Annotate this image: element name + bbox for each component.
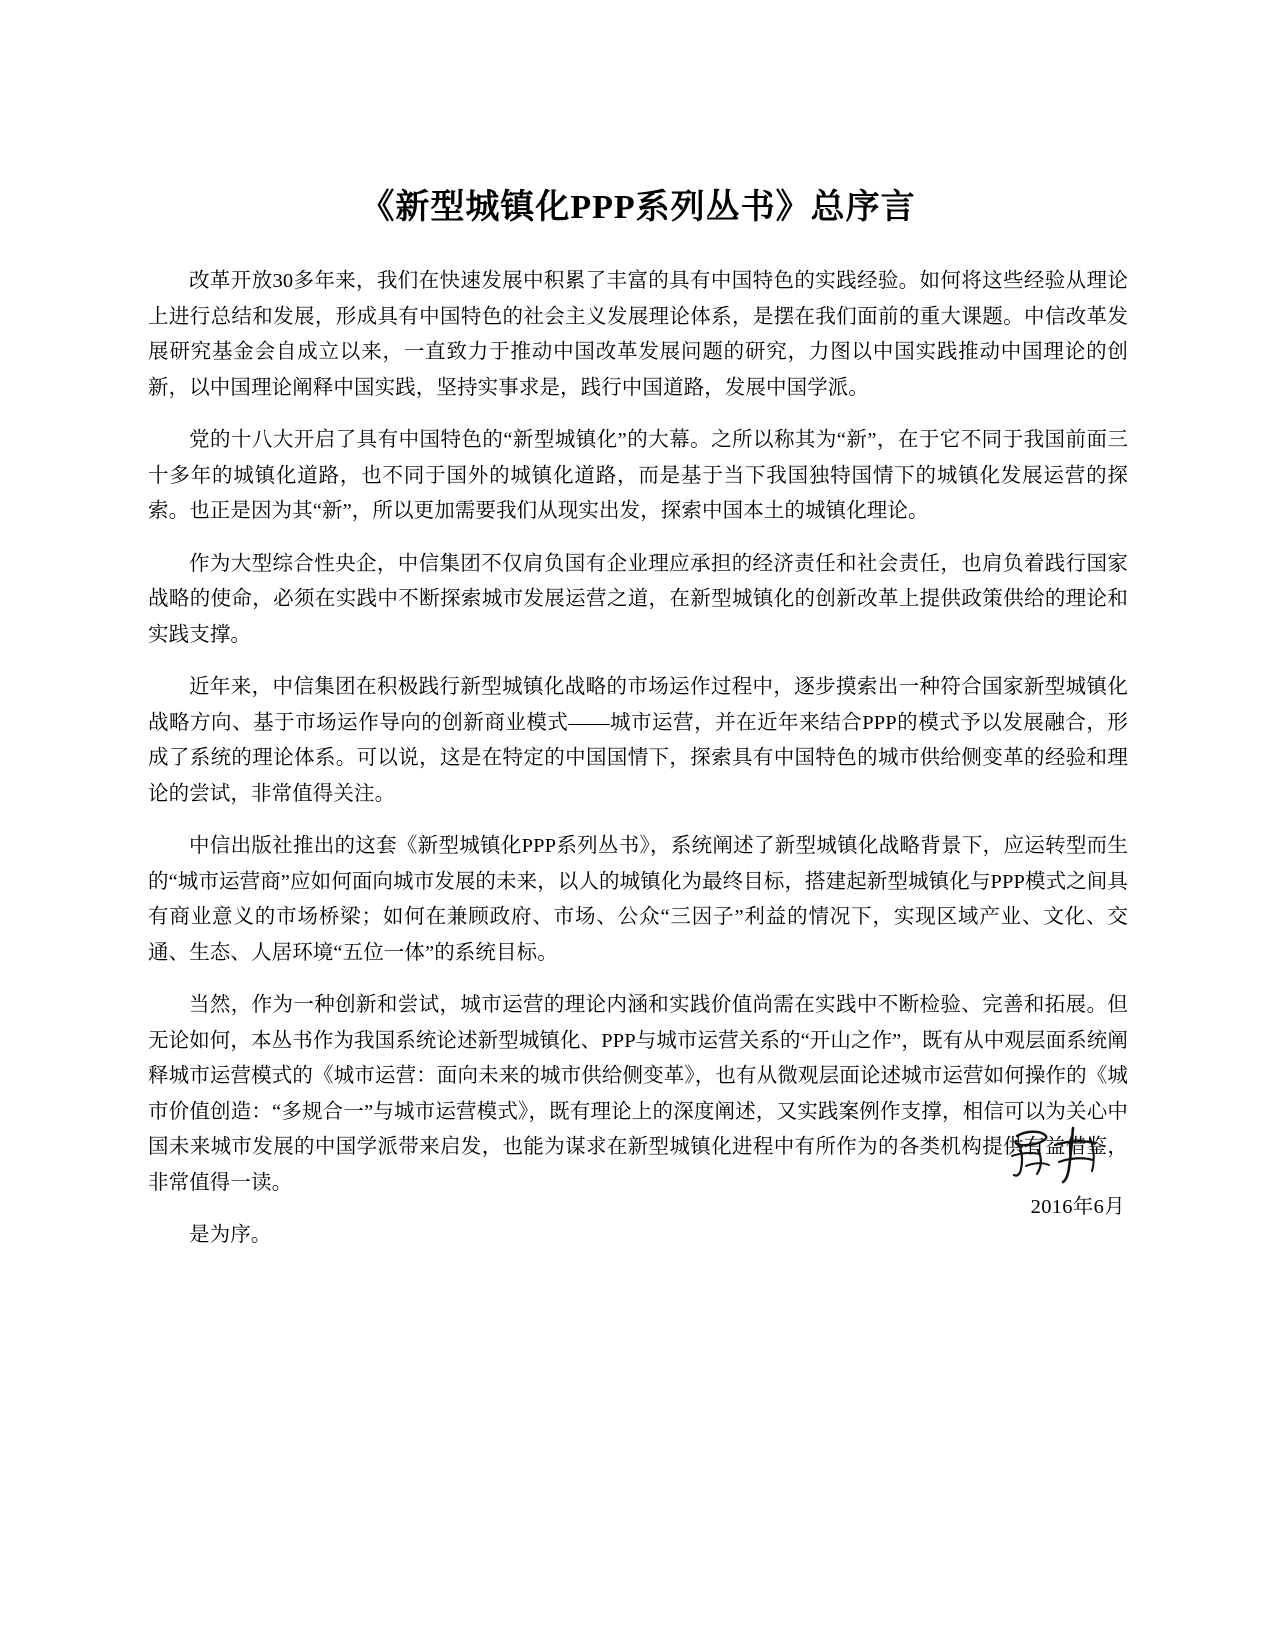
closing-line: 是为序。	[189, 1224, 272, 1247]
paragraph: 党的十八大开启了具有中国特色的“新型城镇化”的大幕。之所以称其为“新”，在于它不同于我国前面三十多年的城镇化道路，也不同于国外的城镇化道路，而是基于当下我国独特国情下的城镇化发展运营的探索。也正是因为其“新”，所以更加需要我们从现实出发，探索中国本土的城镇化理论。	[148, 429, 1128, 523]
page-title: 《新型城镇化PPP系列丛书》总序言	[360, 189, 916, 226]
paragraph: 近年来，中信集团在积极践行新型城镇化战略的市场运作过程中，逐步摸索出一种符合国家新型城镇化战略方向、基于市场运作导向的创新商业模式——城市运营，并在近年来结合PPP的模式予以发展融合，形成了系统的理论体系。可以说，这是在特定的中国国情下，探索具有中国特色的城市供给侧变革的经验和理论的尝试，非常值得关注。	[148, 676, 1128, 805]
signature-date: 2016年6月	[1030, 1196, 1125, 1218]
paragraph: 中信出版社推出的这套《新型城镇化PPP系列丛书》，系统阐述了新型城镇化战略背景下，应运转型而生的“城市运营商”应如何面向城市发展的未来，以人的城镇化为最终目标，搭建起新型城镇化与PPP模式之间具有商业意义的市场桥梁；如何在兼顾政府、市场、公众“三因子”利益的情况下，实现区域产业、文化、交通、生态、人居环境“五位一体”的系统目标。	[148, 835, 1128, 964]
paragraph: 当然，作为一种创新和尝试，城市运营的理论内涵和实践价值尚需在实践中不断检验、完善和拓展。但无论如何，本丛书作为我国系统论述新型城镇化、PPP与城市运营关系的“开山之作”，既有从中观层面系统阐释城市运营模式的《城市运营：面向未来的城市供给侧变革》，也有从微观层面论述城市运营如何操作的《城市价值创造：“多规合一”与城市运营模式》，既有理论上的深度阐述，又实践案例作支撑，相信可以为关心中国未来城市发展的中国学派带来启发，也能为谋求在新型城镇化进程中有所作为的各类机构提供有益借鉴，非常值得一读。	[148, 994, 1128, 1194]
document-body	[148, 186, 1128, 1254]
handwritten-signature-icon	[995, 1120, 1115, 1186]
paragraph: 改革开放30多年来，我们在快速发展中积累了丰富的具有中国特色的实践经验。如何将这些经验从理论上进行总结和发展，形成具有中国特色的社会主义发展理论体系，是摆在我们面前的重大课题。中信改革发展研究基金会自成立以来，一直致力于推动中国改革发展问题的研究，力图以中国实践推动中国理论的创新，以中国理论阐释中国实践，坚持实事求是，践行中国道路，发展中国学派。	[148, 270, 1128, 399]
paragraph: 作为大型综合性央企，中信集团不仅肩负国有企业理应承担的经济责任和社会责任，也肩负着践行国家战略的使命，必须在实践中不断探索城市发展运营之道，在新型城镇化的创新改革上提供政策供给的理论和实践支撑。	[148, 552, 1128, 646]
signature-block	[867, 1120, 1127, 1222]
